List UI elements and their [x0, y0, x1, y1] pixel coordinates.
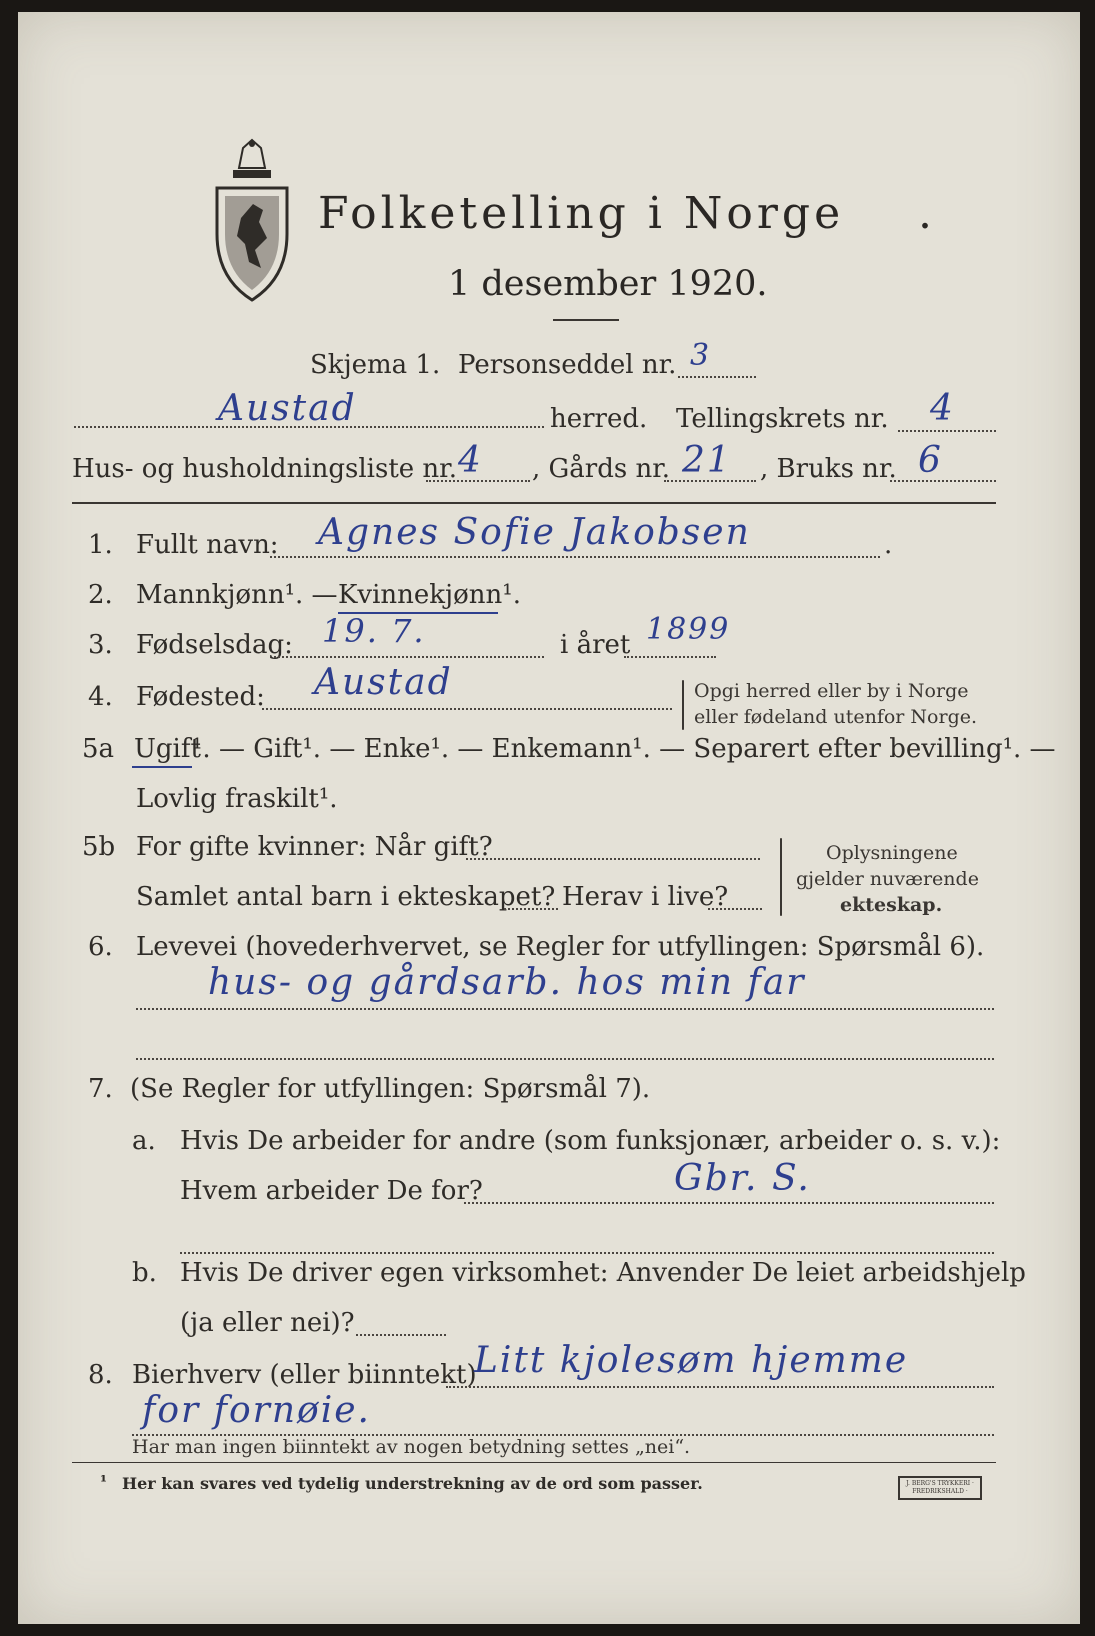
q7a-value: Gbr. S. [674, 1158, 811, 1199]
q1-label: Fullt navn: [136, 530, 279, 560]
printer-stamp: J. BERG'S TRYKKERI · FREDRIKSHALD · [898, 1476, 982, 1500]
title-divider [553, 319, 619, 321]
tellingskrets-line [898, 430, 996, 432]
q5b-line2b: Herav i live? [562, 882, 729, 912]
q7a-letter: a. [132, 1126, 156, 1156]
q8-number: 8. [88, 1360, 113, 1390]
q6-line1 [136, 1008, 994, 1010]
q3-value: 19. 7. [322, 612, 426, 650]
q5b-brace [780, 838, 782, 916]
q5a-number: 5a [82, 734, 115, 764]
q3-year-line [624, 656, 716, 658]
q4-value: Austad [314, 662, 453, 703]
q5b-alive-line [708, 908, 762, 910]
q5b-note-line3: ekteskap. [840, 894, 943, 916]
q6-line2 [136, 1058, 994, 1060]
q5b-line2a: Samlet antal barn i ekteskapet? [136, 882, 556, 912]
q5a-ugift-underline [132, 766, 192, 768]
q4-number: 4. [88, 682, 113, 712]
q2-number: 2. [88, 580, 113, 610]
header-separator [72, 502, 996, 504]
tellingskrets-label: Tellingskrets nr. [676, 404, 889, 434]
q6-label: Levevei (hovederhvervet, se Regler for utfyllingen: Spørsmål 6). [136, 932, 985, 962]
norwegian-coat-of-arms-icon [211, 138, 293, 302]
q5b-number: 5b [82, 832, 116, 862]
footnote-text: Her kan svares ved tydelig understrekning av de ord som passer. [122, 1474, 703, 1493]
q5b-note-line1: Oplysningene [826, 842, 958, 864]
q5b-married-line [466, 858, 760, 860]
q4-note-line1: Opgi herred eller by i Norge [694, 680, 969, 702]
personseddel-line [678, 376, 756, 378]
q3-line [274, 656, 544, 658]
q3-year-label: i året [560, 630, 631, 660]
q7a-line [464, 1202, 994, 1204]
q2-male: Mannkjønn¹. — [136, 580, 338, 610]
q6-number: 6. [88, 932, 113, 962]
gards-value: 21 [682, 440, 732, 481]
herred-value: Austad [218, 388, 357, 429]
q5a-options: ¹. — Gift¹. — Enke¹. — Enkemann¹. — Separert efter bevilling¹. — [192, 734, 1056, 764]
census-date: 1 desember 1920. [448, 264, 768, 304]
gards-label: , Gårds nr. [532, 454, 671, 484]
q7b-line [356, 1334, 446, 1336]
form-title: Folketelling i Norge [318, 188, 845, 239]
q7b-letter: b. [132, 1258, 157, 1288]
q6-value: hus- og gårdsarb. hos min far [208, 962, 806, 1003]
q8-note: Har man ingen biinntekt av nogen betydning settes „nei“. [132, 1436, 691, 1458]
personseddel-label: Personseddel nr. [458, 350, 677, 380]
tellingskrets-value: 4 [930, 388, 955, 429]
q8-label: Bierhverv (eller biinntekt) [132, 1360, 477, 1390]
q7-number: 7. [88, 1074, 113, 1104]
title-period: . [918, 188, 936, 239]
q4-line [262, 708, 672, 710]
bruks-label: , Bruks nr. [760, 454, 897, 484]
q7-label: (Se Regler for utfyllingen: Spørsmål 7). [130, 1074, 651, 1104]
q3-year-value: 1899 [646, 612, 731, 647]
q1-value: Agnes Sofie Jakobsen [318, 512, 751, 553]
q1-period: . [884, 530, 893, 560]
q8-line1 [446, 1386, 994, 1388]
footnote-mark: ¹ [100, 1472, 108, 1491]
hus-value: 4 [458, 440, 483, 481]
q1-number: 1. [88, 530, 113, 560]
q7b-line1: Hvis De driver egen virksomhet: Anvender De leiet arbeidshjelp [180, 1258, 1026, 1288]
q5a-line2: Lovlig fraskilt¹. [136, 784, 338, 814]
q7b-line2: (ja eller nei)? [180, 1308, 355, 1338]
herred-label: herred. [550, 404, 648, 434]
bruks-value: 6 [918, 440, 943, 481]
q3-label: Fødselsdag: [136, 630, 293, 660]
hus-label: Hus- og husholdningsliste nr. [72, 454, 458, 484]
q4-note-line2: eller fødeland utenfor Norge. [694, 706, 978, 728]
q7a-line1: Hvis De arbeider for andre (som funksjonær, arbeider o. s. v.): [180, 1126, 1001, 1156]
bruks-line [890, 480, 996, 482]
q4-label: Fødested: [136, 682, 265, 712]
skjema-label: Skjema 1. [310, 350, 441, 380]
q2-female: Kvinnekjønn¹. [338, 580, 521, 610]
footer-separator [72, 1462, 996, 1463]
q5a-ugift: Ugift [134, 734, 201, 764]
q5b-line1: For gifte kvinner: Når gift? [136, 832, 493, 862]
q3-number: 3. [88, 630, 113, 660]
q8-value-line2: for fornøie. [142, 1390, 371, 1431]
q5b-children-line [504, 908, 558, 910]
q5b-note-line2: gjelder nuværende [796, 868, 979, 890]
personseddel-value: 3 [690, 338, 712, 373]
q4-brace [682, 680, 684, 730]
census-form-sheet [18, 12, 1080, 1624]
q7a-line2: Hvem arbeider De for? [180, 1176, 483, 1206]
q8-value-line1: Litt kjolesøm hjemme [474, 1340, 909, 1381]
q7a-line-extra [180, 1252, 994, 1254]
q1-line [270, 556, 880, 558]
